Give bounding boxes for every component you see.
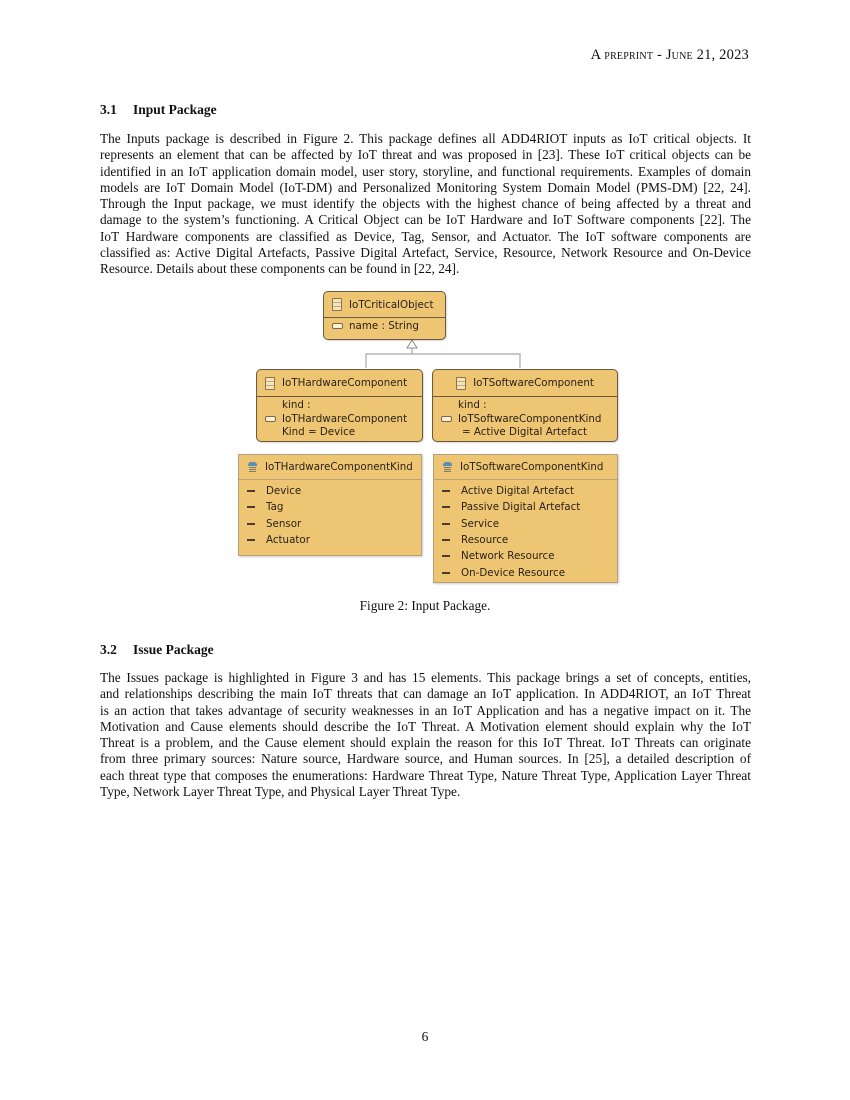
section-heading-3-1: [100, 102, 217, 118]
class-iot-critical-object[interactable]: [323, 291, 446, 340]
literal-dash-icon: [442, 523, 450, 525]
enum-literals: [239, 480, 421, 551]
literal-dash-icon: [442, 506, 450, 508]
figure-caption: Figure 2: Input Package.: [359, 598, 491, 613]
literal-text: Tag: [266, 501, 284, 514]
paragraph-line: Motivation and Cause elements should describe the IoT Threat. A Motivation element should explain why the IoT: [100, 718, 751, 734]
paragraph-line: The Inputs package is described in Figure 2. This package defines all ADD4RIOT inputs as IoT critical objects. It: [100, 131, 751, 146]
class-name: IoTCriticalObject: [349, 298, 434, 311]
attribute-icon: [441, 416, 452, 422]
attribute-text: [282, 399, 407, 440]
attribute-icon: [265, 416, 276, 422]
paragraph-line: from three primary sources: Nature source, Hardware source, and Human sources. In [25], a detailed description of: [100, 751, 751, 767]
attribute-icon: [332, 323, 343, 329]
section-heading-3-2: [100, 642, 214, 658]
literal-text: Actuator: [266, 534, 310, 547]
literal-dash-icon: [442, 555, 450, 557]
attribute-line: Kind = Device: [282, 426, 356, 438]
class-header: [257, 370, 422, 397]
attribute-line: = Active Digital Artefact: [462, 426, 587, 438]
literal-dash-icon: [442, 572, 450, 574]
paragraph-line: IoT Hardware components are classified as Device, Tag, Sensor, and Actuator. The IoT software components are: [100, 228, 751, 244]
literal-dash-icon: [247, 539, 255, 541]
enum-literal: [436, 548, 615, 564]
literal-dash-icon: [442, 490, 450, 492]
enum-literal: [436, 499, 615, 515]
literal-text: Sensor: [266, 517, 302, 530]
attribute-line: kind :: [282, 399, 311, 411]
enumeration-icon: [442, 462, 453, 472]
enum-header: [239, 455, 421, 480]
attribute-text: name : String: [349, 320, 419, 332]
literal-text: Active Digital Artefact: [461, 485, 575, 498]
literal-text: Resource: [461, 534, 509, 547]
paragraph-line: and relationships describing the main IoT threats that can damage an IoT application. In ADD4RIOT, an IoT Threat: [100, 686, 751, 702]
enum-iot-software-component-kind[interactable]: [433, 454, 618, 583]
class-icon: [265, 377, 275, 390]
running-head: [591, 47, 749, 64]
attribute-line: IoTSoftwareComponentKind: [458, 412, 602, 425]
class-name: IoTSoftwareComponent: [473, 377, 594, 389]
enum-literal: [241, 499, 419, 515]
paragraph-line: represents an element that can be affected by IoT threat and was proposed in [23]. These IoT critical objects can be: [100, 147, 751, 163]
enum-literal: [241, 532, 419, 548]
section-title: Input Package: [133, 102, 217, 117]
class-attributes: [257, 397, 422, 442]
section-3-1-paragraph: [100, 131, 751, 278]
class-attributes: [324, 318, 445, 335]
enum-header: [434, 455, 617, 480]
literal-text: On-Device Resource: [461, 566, 566, 579]
paragraph-line: classified as: Active Digital Artefacts, Passive Digital Artefact, Service, Resource, Network Resource and On-Device: [100, 245, 751, 261]
literal-text: Passive Digital Artefact: [461, 501, 581, 514]
class-iot-software-component[interactable]: [432, 369, 618, 442]
attribute-row: [332, 320, 437, 332]
paragraph-line: damage to the system’s functioning. A Critical Object can be IoT Hardware and IoT Software components [22]. The: [100, 212, 751, 228]
attribute-line: kind :: [458, 399, 487, 411]
attribute-line: IoTHardwareComponent: [282, 412, 408, 425]
paragraph-line: The Issues package is highlighted in Figure 3 and has 15 elements. This package brings a set of concepts, entities,: [100, 670, 751, 685]
paragraph-line: models are IoT Domain Model (IoT-DM) and Personalized Monitoring System Domain Model (PMS-DM) [22, 24].: [100, 179, 751, 195]
enum-name: IoTSoftwareComponentKind: [460, 461, 604, 473]
section-title: Issue Package: [133, 642, 214, 657]
running-head-text: A preprint - June 21, 2023: [590, 47, 749, 63]
enum-literal: [241, 516, 419, 532]
literal-dash-icon: [247, 490, 255, 492]
literal-dash-icon: [442, 539, 450, 541]
enum-literal: [436, 532, 615, 548]
enum-literals: [434, 480, 617, 584]
attribute-row: [441, 399, 609, 440]
enum-literal: [436, 516, 615, 532]
class-header: [433, 370, 617, 397]
paragraph-line: Threat is a problem, and the Cause element should explain the reason for this IoT Threat. IoT Threats can originate: [100, 735, 751, 751]
class-icon: [456, 377, 466, 390]
enum-literal: [241, 483, 419, 499]
section-3-2-paragraph: [100, 670, 751, 800]
enum-literal: [436, 483, 615, 499]
literal-dash-icon: [247, 523, 255, 525]
class-header: [324, 292, 445, 318]
literal-dash-icon: [247, 506, 255, 508]
section-number: 3.2: [100, 642, 117, 657]
attribute-row: [265, 399, 414, 440]
enum-literal: [436, 564, 615, 580]
enumeration-icon: [247, 462, 258, 472]
section-number: 3.1: [100, 102, 117, 117]
enum-name: IoTHardwareComponentKind: [265, 461, 413, 473]
literal-text: Network Resource: [461, 550, 555, 563]
paragraph-line: Type, Network Layer Threat Type, and Physical Layer Threat Type.: [100, 784, 461, 800]
class-name: IoTHardwareComponent: [282, 377, 408, 389]
attribute-text: [458, 399, 601, 440]
literal-text: Service: [461, 517, 500, 530]
paragraph-line: Resource. Details about these components can be found in [22, 24].: [100, 261, 460, 277]
class-iot-hardware-component[interactable]: [256, 369, 423, 442]
paragraph-line: identified in an IoT application domain model, user story, storyline, and functional requirements. Examples of domain: [100, 163, 751, 179]
page-number: 6: [421, 1029, 429, 1044]
enum-iot-hardware-component-kind[interactable]: [238, 454, 422, 556]
class-icon: [332, 298, 342, 311]
literal-text: Device: [266, 485, 302, 498]
paragraph-line: each threat type that composes the enumerations: Hardware Threat Type, Nature Threat Type, Application Layer Threat: [100, 767, 751, 783]
paragraph-line: Through the Input package, we must identify the objects with the highest chance of being affected by a threat and: [100, 196, 751, 212]
class-attributes: [433, 397, 617, 442]
paragraph-line: is an action that takes advantage of security weaknesses in an IoT Application and has a negative impact on it. The: [100, 702, 751, 718]
